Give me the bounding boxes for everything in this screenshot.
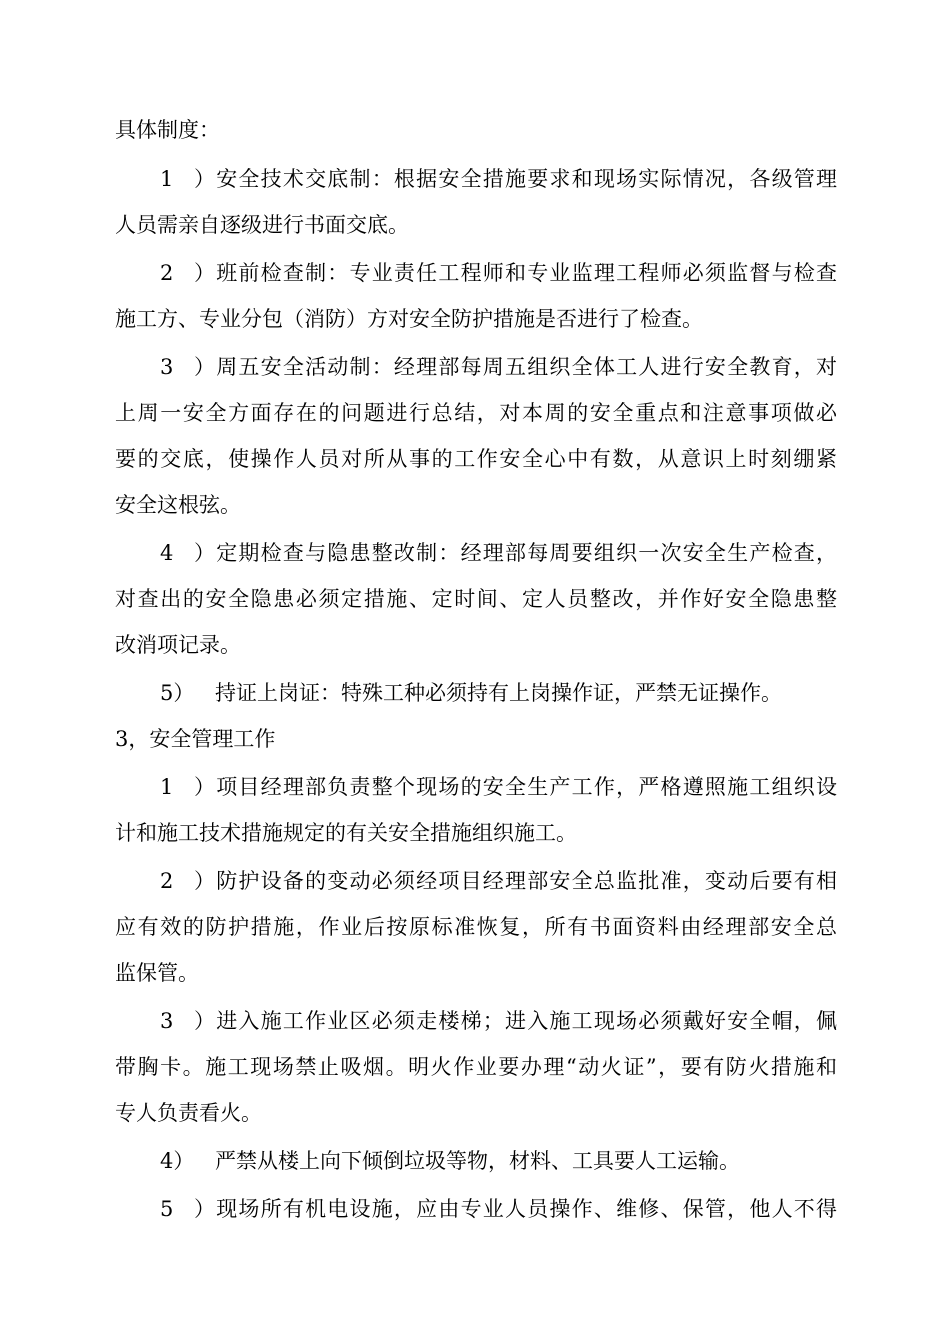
work-1-line-2: 计和施工技术措施规定的有关安全措施组织施工。 bbox=[115, 821, 577, 845]
work-1-line-1: 1）项目经理部负责整个现场的安全生产工作，严格遵照施工组织设 bbox=[160, 772, 837, 802]
work-5-number: 5） bbox=[160, 1197, 215, 1221]
work-3-number: 3） bbox=[160, 1009, 215, 1033]
rule-3-line-1: 3）周五安全活动制：经理部每周五组织全体工人进行安全教育，对 bbox=[160, 352, 837, 382]
work-3-line-3: 专人负责看火。 bbox=[115, 1101, 262, 1125]
rule-5-line-1: 5） 持证上岗证：特殊工种必须持有上岗操作证，严禁无证操作。 bbox=[160, 678, 837, 708]
rule-4-number: 4） bbox=[160, 541, 215, 565]
rule-5-number: 5） bbox=[160, 681, 195, 705]
rule-4-line-3: 改消项记录。 bbox=[115, 633, 241, 657]
work-1-number: 1） bbox=[160, 775, 215, 799]
rule-3-line-4: 安全这根弦。 bbox=[115, 493, 241, 517]
rule-2-line-2: 施工方、专业分包（消防）方对安全防护措施是否进行了检查。 bbox=[115, 307, 703, 331]
work-5-line-1: 5）现场所有机电设施，应由专业人员操作、维修、保管，他人不得 bbox=[160, 1194, 837, 1224]
rule-1-number: 1） bbox=[160, 167, 215, 191]
heading-section-3: 3，安全管理工作 bbox=[115, 727, 276, 751]
rule-4-line-2: 对查出的安全隐患必须定措施、定时间、定人员整改，并作好安全隐患整 bbox=[115, 587, 837, 611]
rule-4-line-1: 4）定期检查与隐患整改制：经理部每周要组织一次安全生产检查， bbox=[160, 538, 837, 568]
rule-1-line-1: 1）安全技术交底制：根据安全措施要求和现场实际情况，各级管理 bbox=[160, 164, 837, 194]
rule-3-line-2: 上周一安全方面存在的问题进行总结，对本周的安全重点和注意事项做必 bbox=[115, 401, 837, 425]
rule-3-number: 3） bbox=[160, 355, 215, 379]
work-2-number: 2） bbox=[160, 869, 215, 893]
work-3-line-2: 带胸卡。施工现场禁止吸烟。明火作业要办理“动火证”，要有防火措施和 bbox=[115, 1055, 837, 1079]
work-2-line-3: 监保管。 bbox=[115, 961, 199, 985]
work-4-number: 4） bbox=[160, 1149, 195, 1173]
heading-specific-rules: 具体制度： bbox=[115, 118, 220, 142]
work-4-line-1: 4） 严禁从楼上向下倾倒垃圾等物，材料、工具要人工运输。 bbox=[160, 1146, 837, 1176]
rule-1-line-2: 人员需亲自逐级进行书面交底。 bbox=[115, 213, 409, 237]
work-2-line-2: 应有效的防护措施，作业后按原标准恢复，所有书面资料由经理部安全总 bbox=[115, 915, 837, 939]
rule-2-number: 2） bbox=[160, 261, 215, 285]
rule-2-line-1: 2）班前检查制：专业责任工程师和专业监理工程师必须监督与检查 bbox=[160, 258, 837, 288]
work-2-line-1: 2）防护设备的变动必须经项目经理部安全总监批准，变动后要有相 bbox=[160, 866, 837, 896]
rule-3-line-3: 要的交底，使操作人员对所从事的工作安全心中有数，从意识上时刻绷紧 bbox=[115, 447, 837, 471]
work-3-line-1: 3）进入施工作业区必须走楼梯；进入施工现场必须戴好安全帽，佩 bbox=[160, 1006, 837, 1036]
